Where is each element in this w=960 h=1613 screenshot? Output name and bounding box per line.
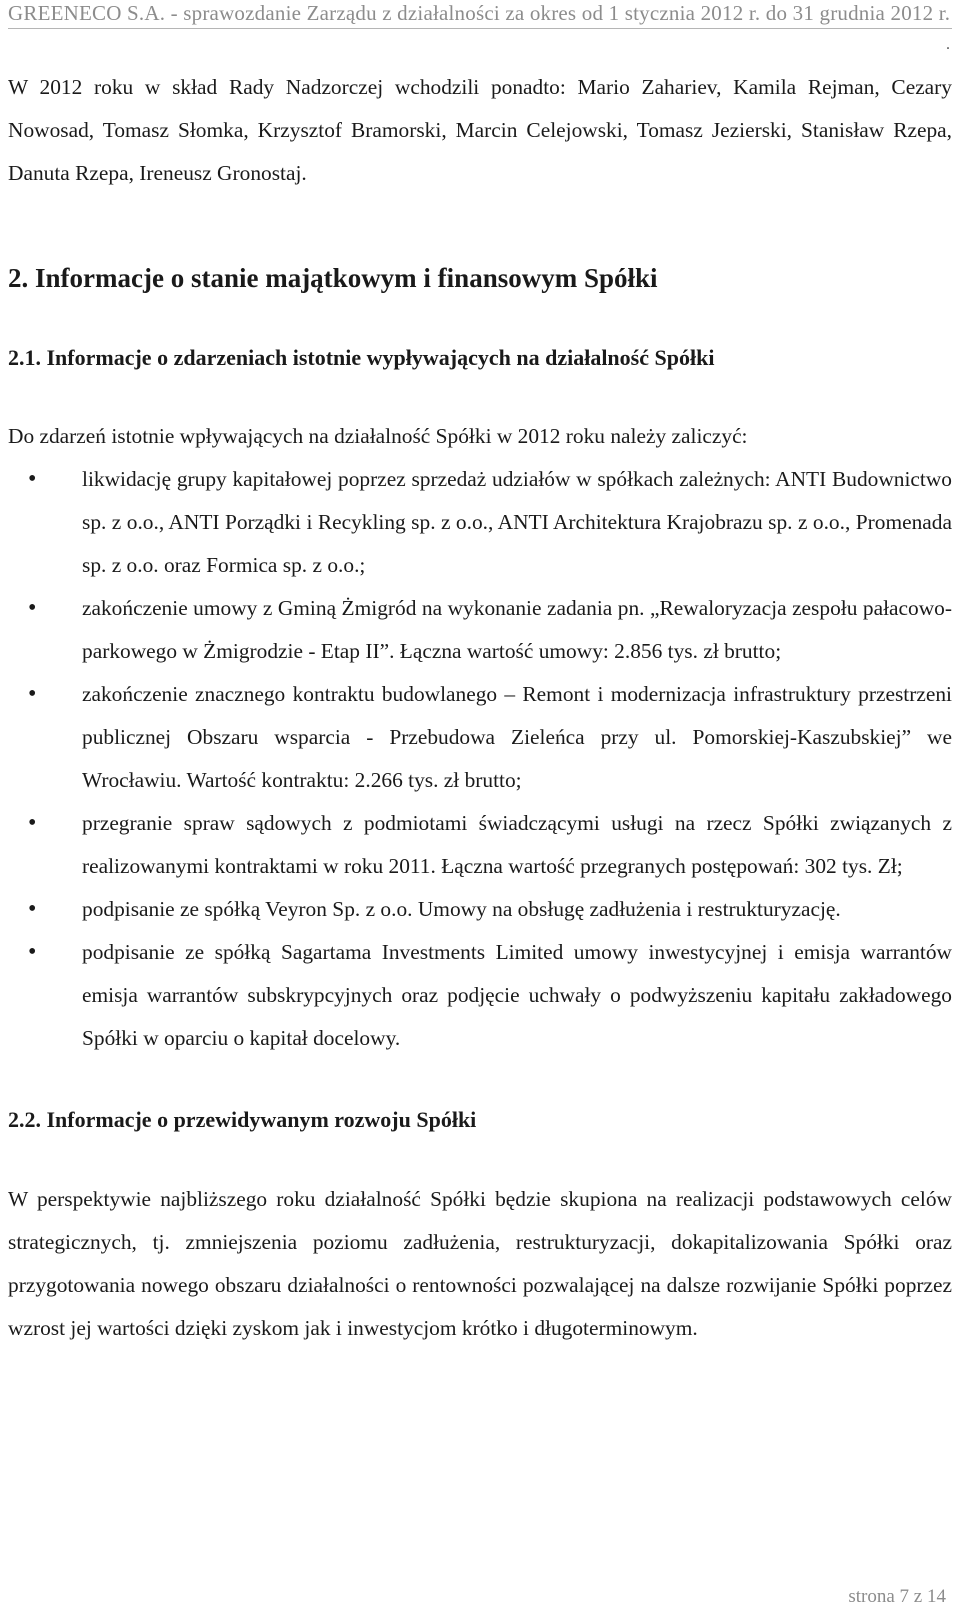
list-item-text: zakończenie umowy z Gminą Żmigród na wykonanie zadania pn. „Rewaloryzacja zespołu pałacowo-parkowego w Żmigrodzie - Etap II”. Łączna wartość umowy: 2.856 tys. zł brutto; [82, 596, 952, 663]
list-item [8, 673, 952, 802]
bullet-icon: • [28, 810, 37, 836]
section-2-2-body: W perspektywie najbliższego roku działalność Spółki będzie skupiona na realizacji podstawowych celów strategicznych, tj. zmniejszenia poziomu zadłużenia, restrukturyzacji, dokapitalizowania Spółki oraz przygotowania nowego obszaru działalności o rentowności pozwalającej na dalsze rozwijanie Spółki poprzez wzrost jej wartości dzięki zyskom jak i inwestycjom krótko i długoterminowym. [8, 1187, 952, 1340]
bullet-icon: • [28, 939, 37, 965]
document-body [8, 66, 952, 1350]
bullet-icon: • [28, 896, 37, 922]
list-item-text: zakończenie znacznego kontraktu budowlanego – Remont i modernizacja infrastruktury przestrzeni publicznej Obszaru wsparcia - Przebudowa Zieleńca przy ul. Pomorskiej-Kaszubskiej” we Wrocławiu. Wartość kontraktu: 2.266 tys. zł brutto; [82, 682, 952, 792]
list-item [8, 458, 952, 587]
list-item [8, 888, 952, 931]
bullet-icon: • [28, 681, 37, 707]
list-item-text: przegranie spraw sądowych z podmiotami świadczącymi usługi na rzecz Spółki związanych z realizowanymi kontraktami w roku 2011. Łączna wartość przegranych postępowań: 302 tys. Zł; [82, 811, 952, 878]
list-item-text: podpisanie ze spółką Sagartama Investments Limited umowy inwestycyjnej i emisja warrantów emisja warrantów subskrypcyjnych oraz podjęcie uchwały o podwyższeniu kapitału zakładowego Spółki w oparciu o kapitał docelowy. [82, 940, 952, 1050]
bullet-icon: • [28, 595, 37, 621]
list-item [8, 802, 952, 888]
page-number: strona 7 z 14 [848, 1586, 946, 1607]
bullet-icon: • [28, 466, 37, 492]
section-2-heading: 2. Informacje o stanie majątkowym i finansowym Spółki [8, 263, 658, 293]
section-2-1-lead: Do zdarzeń istotnie wpływających na działalność Spółki w 2012 roku należy zaliczyć: [8, 424, 748, 448]
intro-paragraph: W 2012 roku w skład Rady Nadzorczej wchodzili ponadto: Mario Zahariev, Kamila Rejman, Cezary Nowosad, Tomasz Słomka, Krzysztof Bramorski, Marcin Celejowski, Tomasz Jezierski, Stanisław Rzepa, Danuta Rzepa, Ireneusz Gronostaj. [8, 75, 952, 185]
header-dot: . [946, 36, 950, 53]
list-item-text: likwidację grupy kapitałowej poprzez sprzedaż udziałów w spółkach zależnych: ANTI Budownictwo sp. z o.o., ANTI Porządki i Recykling sp. z o.o., ANTI Architektura Krajobrazu sp. z o.o., Promenada sp. z o.o. oraz Formica sp. z o.o.; [82, 467, 952, 577]
section-2-1-heading: 2.1. Informacje o zdarzeniach istotnie wypływających na działalność Spółki [8, 345, 715, 370]
list-item-text: podpisanie ze spółką Veyron Sp. z o.o. Umowy na obsługę zadłużenia i restrukturyzację. [82, 897, 841, 921]
section-2-2-heading: 2.2. Informacje o przewidywanym rozwoju Spółki [8, 1107, 477, 1132]
header-divider [8, 28, 952, 29]
list-item [8, 587, 952, 673]
events-list [8, 458, 952, 1060]
running-header: GREENECO S.A. - sprawozdanie Zarządu z działalności za okres od 1 stycznia 2012 r. do 31 grudnia 2012 r. [8, 1, 951, 25]
list-item [8, 931, 952, 1060]
